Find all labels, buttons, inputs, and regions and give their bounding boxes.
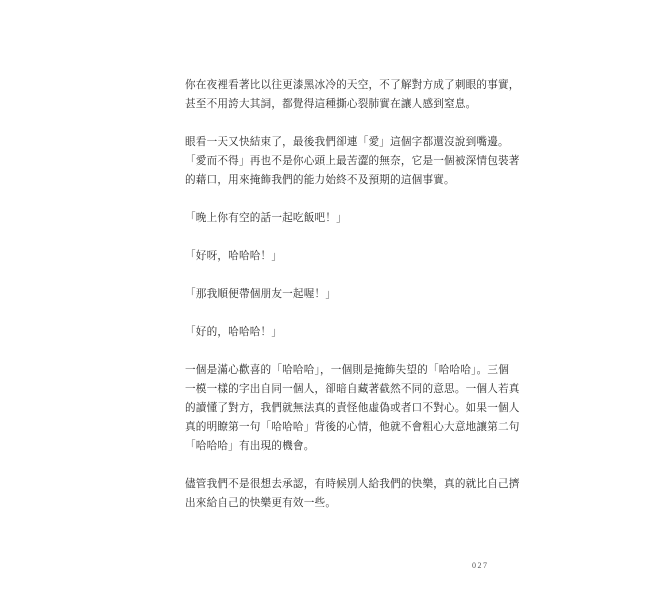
text-line: 「好的，哈哈哈！」 [185,326,283,338]
body-text [185,76,520,532]
text-line: 你在夜裡看著比以往更漆黑冰冷的天空，不了解對方成了刺眼的事實， [185,79,520,91]
text-line: 真的明瞭第一句「哈哈哈」背後的心情，他就不會粗心大意地讓第二句 [185,421,520,433]
text-line: 的藉口，用來掩飾我們的能力始終不及預期的這個事實。 [185,174,455,186]
text-line: 「愛而不得」再也不是你心頭上最苦澀的無奈，它是一個被深情包裝著 [185,155,520,167]
text-line: 「那我順便帶個朋友一起喔！」 [185,288,337,300]
paragraph-night-sky [185,76,520,114]
text-line: 一個是滿心歡喜的「哈哈哈」，一個則是掩飾失望的「哈哈哈」。三個 [185,364,510,376]
text-line: 「哈哈哈」有出現的機會。 [185,440,315,452]
dialogue-line-friend [185,285,490,304]
text-line: 儘管我們不是很想去承認，有時候別人給我們的快樂，真的就比自己擠 [185,478,520,490]
text-line: 甚至不用誇大其詞，都覺得這種撕心裂肺實在讓人感到窒息。 [185,98,477,110]
text-line: 出來給自己的快樂更有效一些。 [185,497,337,509]
dialogue-line-reply-2 [185,323,490,342]
dialogue-line-reply-1 [185,247,490,266]
text-line: 「好呀，哈哈哈！」 [185,250,283,262]
text-line: 的讀懂了對方，我們就無法真的責怪他虛偽或者口不對心。如果一個人 [185,402,520,414]
dialogue-line-dinner [185,209,490,228]
text-line: 「晚上你有空的話一起吃飯吧！」 [185,212,347,224]
text-line: 一模一樣的字出自同一個人，卻暗自藏著截然不同的意思。一個人若真 [185,383,520,395]
paragraph-happiness [185,475,520,513]
page-number: 027 [472,561,489,570]
paragraph-love-unspoken [185,133,520,190]
text-line: 眼看一天又快結束了，最後我們卻連「愛」這個字都還沒說到嘴邊。 [185,136,509,148]
paragraph-hahaha [185,361,520,456]
